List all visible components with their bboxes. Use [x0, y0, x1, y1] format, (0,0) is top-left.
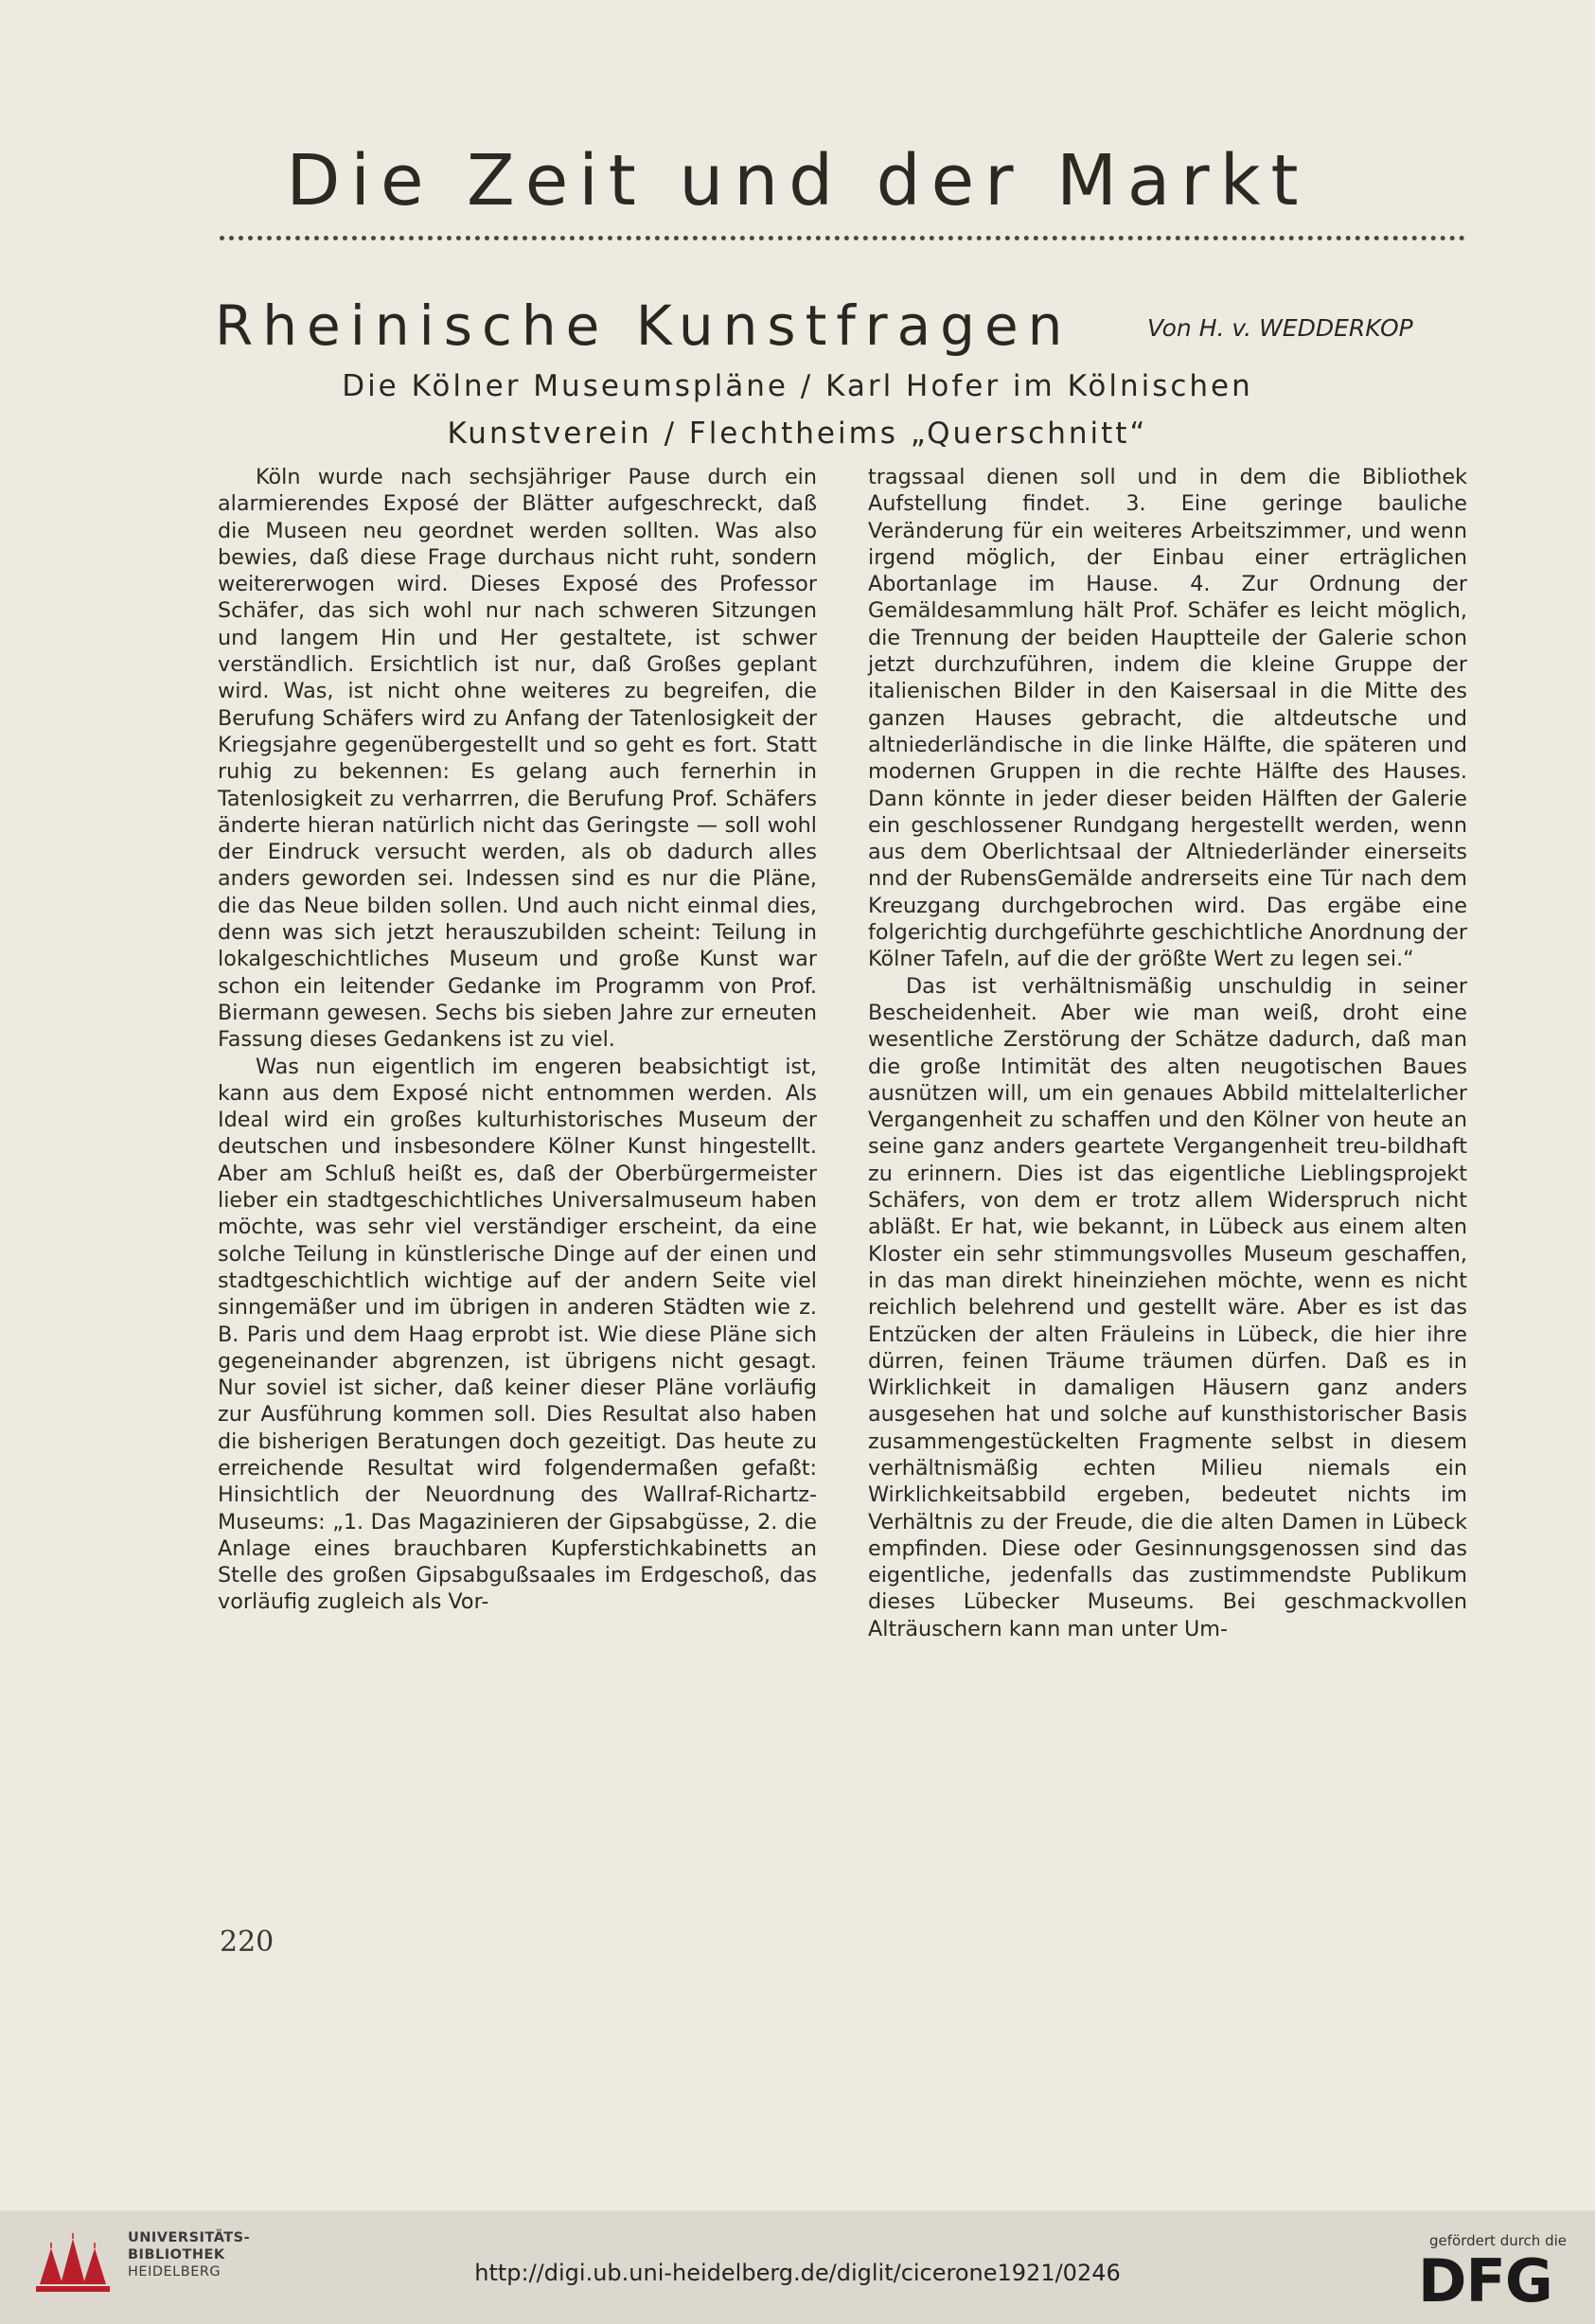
text-column-left [218, 464, 817, 1770]
paragraph: Was nun eigentlich im engeren beabsichtigt ist, kann aus dem Exposé nicht entnommen werden. Als Ideal wird ein großes kulturhistorisches Museum der deutschen und insbesondere Kölner Kunst hingestellt. Aber am Schluß heißt es, daß der Oberbürgermeister lieber ein stadtgeschichtliches Universalmuseum haben möchte, was sehr viel verständiger erscheint, da eine solche Teilung in künstlerische Dinge auf der einen und stadtgeschichtlich wichtige auf der andern Seite viel sinngemäßer und im übrigen in anderen Städten wie z. B. Paris und dem Haag erprobt ist. Wie diese Pläne sich gegeneinander abgrenzen, ist übrigens nicht gesagt. Nur soviel ist sicher, daß keiner dieser Pläne vorläufig zur Ausführung kommen soll. Dies Resultat also haben die bisherigen Beratungen doch gezeitigt. Das heute zu erreichende Resultat wird folgendermaßen gefaßt: Hinsichtlich der Neuordnung des Wallraf-Richartz-Museums: „1. Das Magazinieren der Gipsabgüsse, 2. die Anlage eines brauchbaren Kupferstichkabinetts an Stelle des großen Gipsabgußsaales im Erdgeschoß, das vorläufig zugleich als Vor- [218, 1054, 817, 1615]
page-number: 220 [220, 1925, 275, 1959]
paragraph: Köln wurde nach sechsjähriger Pause durch ein alarmierendes Exposé der Blätter aufgeschreckt, daß die Museen neu geordnet werden sollten. Was also bewies, daß diese Frage durchaus nicht ruht, sondern weitererwogen wird. Dieses Exposé des Professor Schäfer, das sich wohl nur nach schweren Sitzungen und langem Hin und Her gestaltete, ist schwer verständlich. Ersichtlich ist nur, daß Großes geplant wird. Was, ist nicht ohne weiteres zu begreifen, die Berufung Schäfers wird zu Anfang der Tatenlosigkeit der Kriegsjahre gegenübergestellt und so geht es fort. Statt ruhig zu bekennen: Es gelang auch fernerhin in Tatenlosigkeit zu verharrren, die Berufung Prof. Schäfers änderte hieran natürlich nicht das Geringste — soll wohl der Eindruck versucht werden, als ob dadurch alles anders geworden sei. Indessen sind es nur die Pläne, die das Neue bilden sollen. Und auch nicht einmal dies, denn was sich jetzt herauszubilden scheint: Teilung in lokalgeschichtliches Museum und große Kunst war schon ein leitender Gedanke im Programm von Prof. Biermann gewesen. Sechs bis sieben Jahre zur erneuten Fassung dieses Gedankens ist zu viel. [218, 465, 817, 1053]
university-name-line: UNIVERSITÄTS- [128, 2230, 251, 2245]
sponsor-label: gefördert durch die [1429, 2232, 1567, 2249]
university-name-line: HEIDELBERG [128, 2264, 222, 2280]
section-header: Die Zeit und der Markt [286, 140, 1309, 222]
dfg-logo: DFG [1418, 2246, 1552, 2315]
article-title: Rheinische Kunstfragen [215, 293, 1072, 358]
university-name-line: BIBLIOTHEK [128, 2247, 225, 2262]
article-subtitle-line-1: Die Kölner Museumspläne / Karl Hofer im Kölnischen [342, 369, 1253, 403]
source-url-link[interactable]: http://digi.ub.uni-heidelberg.de/diglit/cicerone1921/0246 [474, 2260, 1121, 2286]
paragraph: Das ist verhältnismäßig unschuldig in seiner Bescheidenheit. Aber wie man weiß, droht eine wesentliche Zerstörung der Schätze dadurch, daß man die große Intimität des alten neugotischen Baues ausnützen will, um ein genaues Abbild mittelalterlicher Vergangenheit zu schaffen und den Kölner von heute an seine ganz anders geartete Vergangenheit treu-bildhaft zu erinnern. Dies ist das eigentliche Lieblingsprojekt Schäfers, von dem er trotz allem Widerspruch nicht abläßt. Er hat, wie bekannt, in Lübeck aus einem alten Kloster ein sehr stimmungsvolles Museum geschaffen, in das man direkt hineinziehen möchte, wenn es nicht reichlich belehrend und gestellt wäre. Aber es ist das Entzücken der alten Fräuleins in Lübeck, die hier ihre dürren, feinen Träume träumen dürfen. Daß es in Wirklichkeit in damaligen Häusern ganz anders ausgesehen hat und solche auf kunsthistorischer Basis zusammengestückelten Fragmente selbst in diesem verhältnismäßig echten Milieu niemals ein Wirklichkeitsabbild ergeben, bedeutet nichts im Verhältnis zu der Freude, die die alten Damen in Lübeck empfinden. Diese oder Gesinnungsgenossen sind das eigentliche, jedenfalls das zustimmendste Publikum dieses Lübecker Museums. Bei geschmackvollen Alträuschern kann man unter Um- [868, 973, 1467, 1641]
article-subtitle-line-2: Kunstverein / Flechtheims „Querschnitt“ [447, 417, 1148, 451]
dotted-divider [220, 236, 1465, 240]
text-column-right [868, 464, 1467, 1770]
paragraph: tragssaal dienen soll und in dem die Bibliothek Aufstellung findet. 3. Eine geringe bauliche Veränderung für ein weiteres Arbeitszimmer, und wenn irgend möglich, der Einbau einer erträglichen Abortanlage im Hause. 4. Zur Ordnung der Gemäldesammlung hält Prof. Schäfer es leicht möglich, die Trennung der beiden Hauptteile der Galerie schon jetzt durchzuführen, indem die kleine Gruppe der italienischen Bilder in den Kaisersaal in die Mitte des ganzen Hauses gebracht, die altdeutsche und altniederländische in die linke Hälfte, die späteren und modernen Gruppen in die rechte Hälfte des Hauses. Dann könnte in jeder dieser beiden Hälften der Galerie ein geschlossener Rundgang hergestellt werden, wenn aus dem Oberlichtsaal der Altniederländer einerseits nnd der RubensGemälde andrerseits eine Tür nach dem Kreuzgang durchgebrochen wird. Das ergäbe eine folgerichtig durchgeführte geschichtliche Anordnung der Kölner Tafeln, auf die der größte Wert zu legen sei.“ [868, 465, 1467, 972]
article-byline: Von H. v. WEDDERKOP [1147, 314, 1413, 342]
